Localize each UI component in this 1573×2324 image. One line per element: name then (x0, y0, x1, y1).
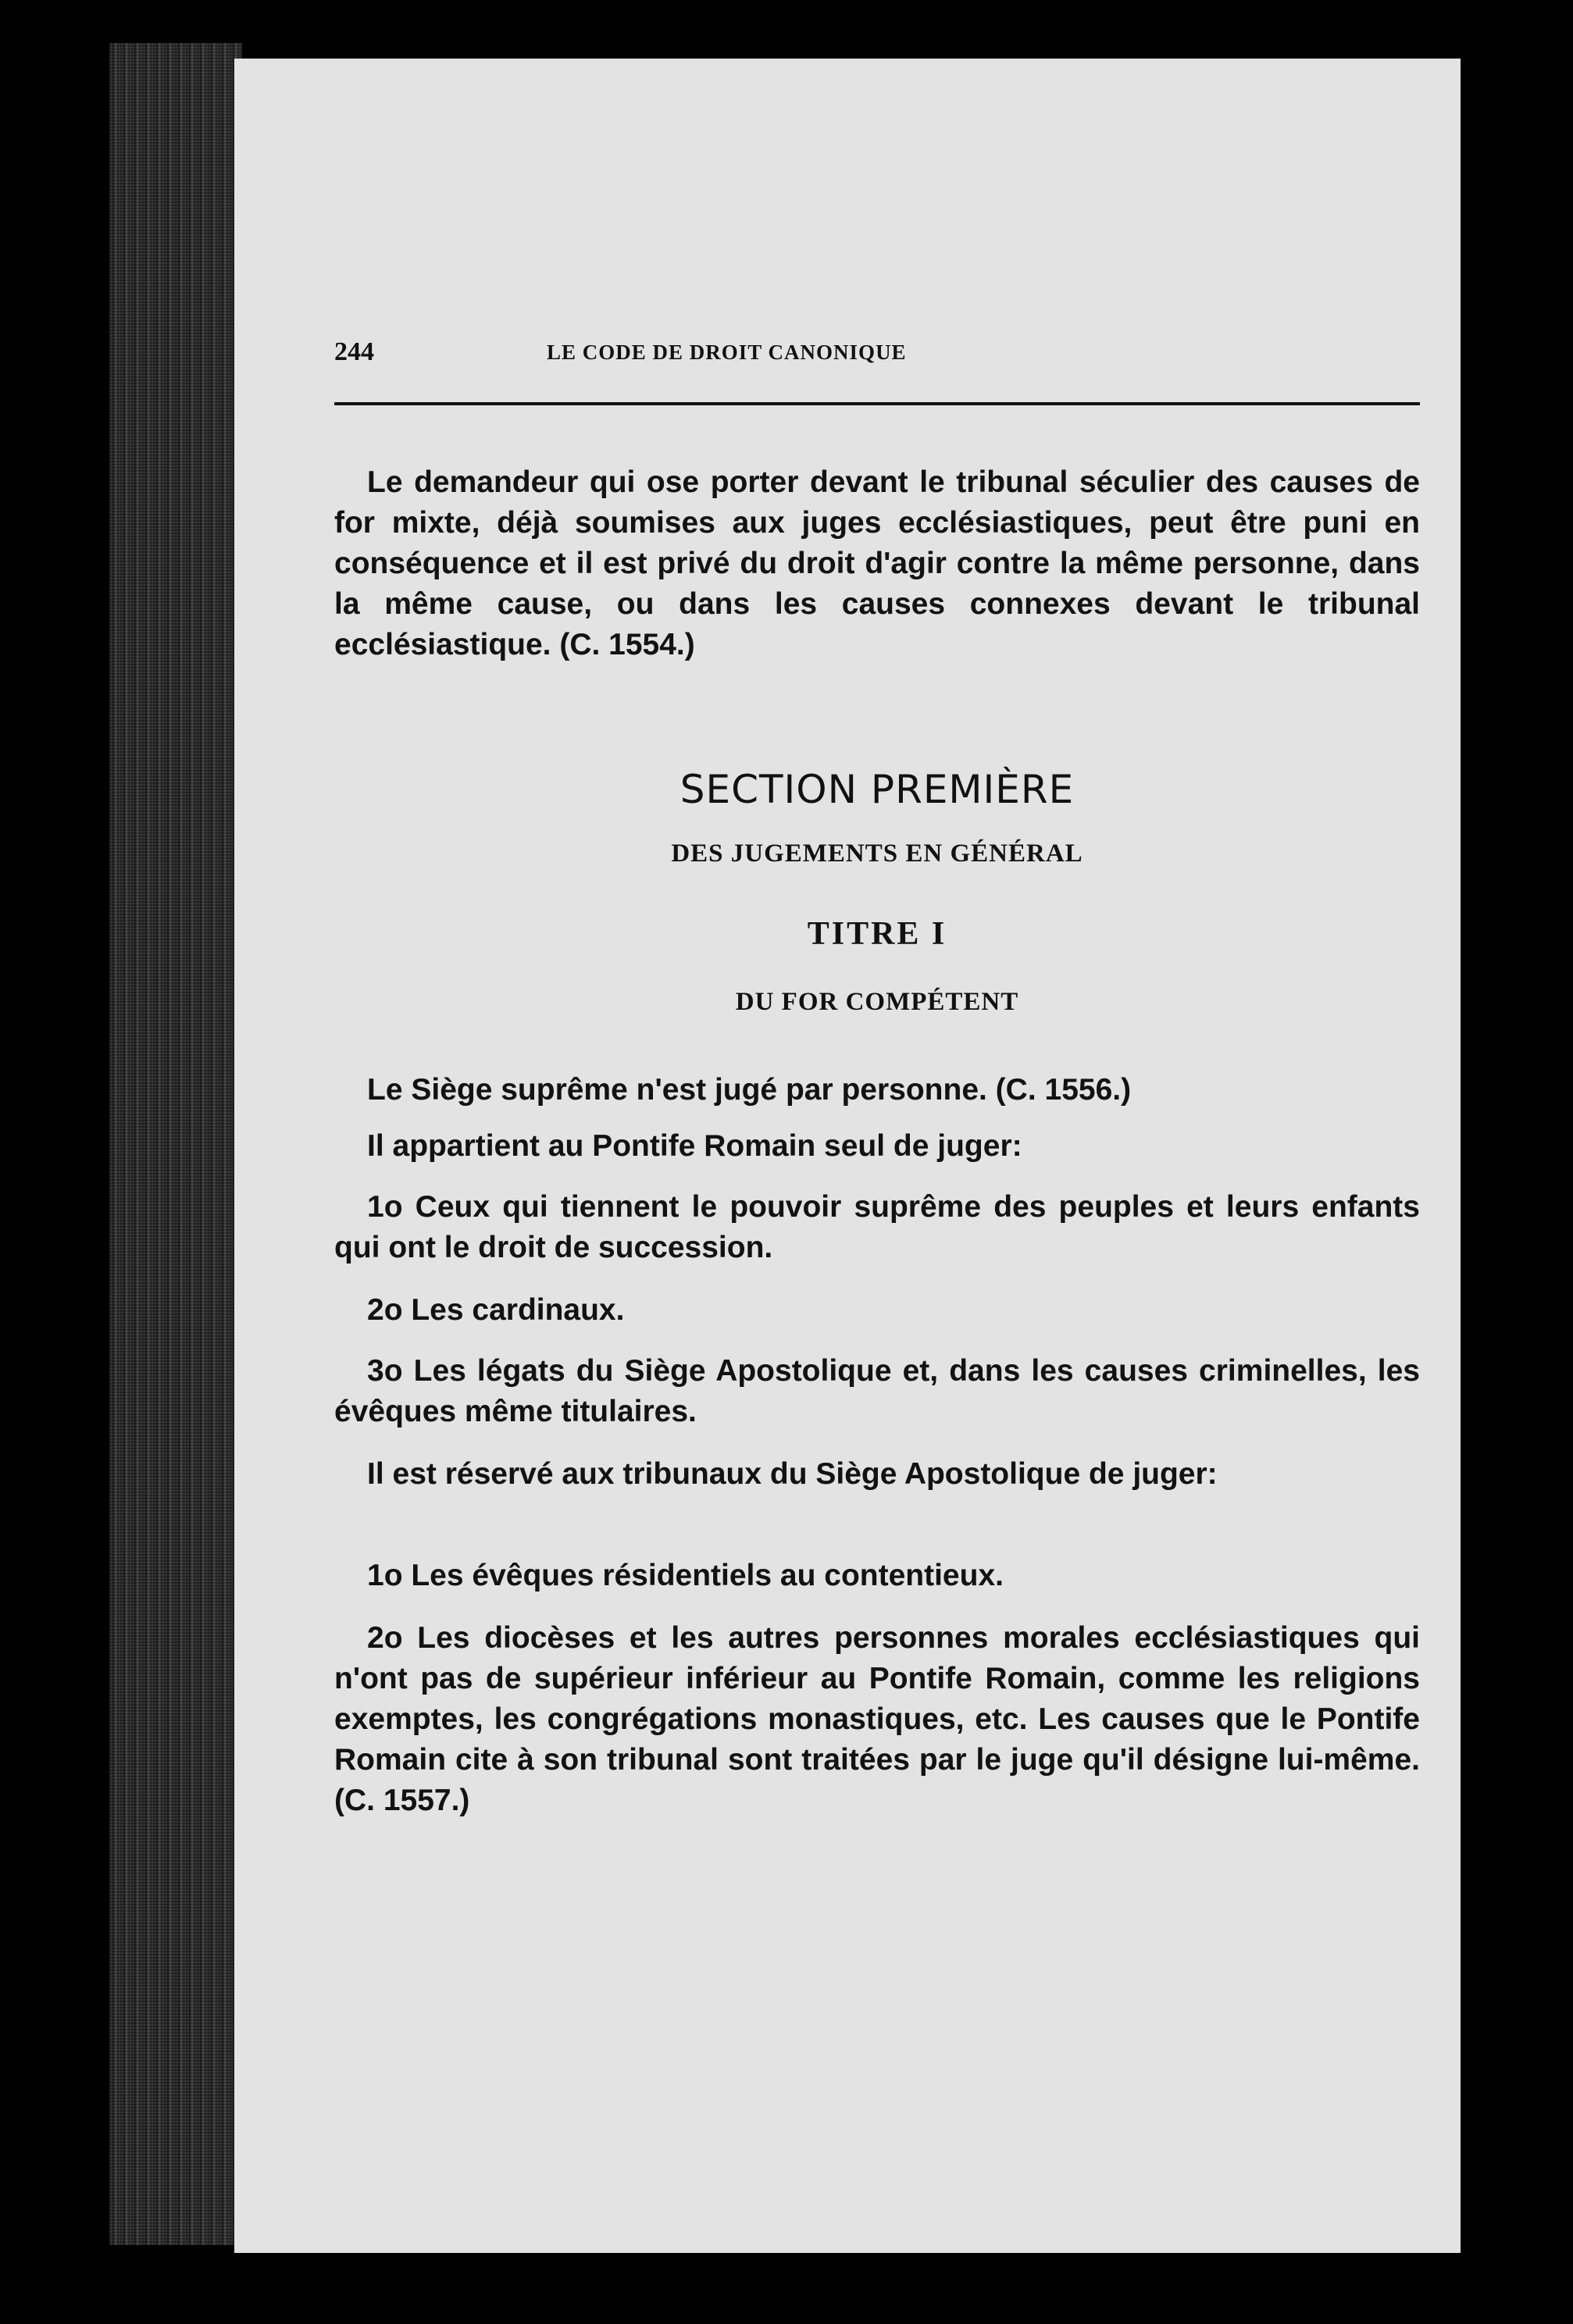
paragraph: Il est réservé aux tribunaux du Siège Apostolique de juger: (367, 1457, 1218, 1491)
section-subtitle: DES JUGEMENTS EN GÉNÉRAL (671, 839, 1083, 868)
section-title: SECTION PREMIÈRE (679, 767, 1075, 812)
paragraph: 1o Les évêques résidentiels au contentieux. (367, 1559, 1004, 1592)
paragraph: 3o Les légats du Siège Apostolique et, dans les causes criminelles, les évêques même titulaires. (334, 1354, 1420, 1428)
page-number: 244 (334, 337, 374, 366)
titre-subtitle: DU FOR COMPÉTENT (735, 988, 1019, 1016)
paragraph: Il appartient au Pontife Romain seul de juger: (367, 1129, 1022, 1163)
titre-title: TITRE I (807, 916, 947, 952)
paragraph: Le Siège suprême n'est jugé par personne. (C. 1556.) (367, 1073, 1132, 1107)
paragraph: 1o Ceux qui tiennent le pouvoir suprême des peuples et leurs enfants qui ont le droit de succession. (334, 1190, 1420, 1264)
paragraph: 2o Les cardinaux. (367, 1293, 625, 1327)
header-rule (334, 402, 1420, 405)
page-header (334, 337, 1420, 376)
paragraph: 2o Les diocèses et les autres personnes morales ecclésiastiques qui n'ont pas de supérieur inférieur au Pontife Romain, comme les religions exemptes, les congrégations monastiques, etc. Les causes que le Pontife Romain cite à son tribunal sont traitées par le juge qu'il désigne lui-même. (C. 1557.) (334, 1621, 1420, 1817)
book-binding-edge (109, 43, 242, 2245)
opening-paragraph: Le demandeur qui ose porter devant le tribunal séculier des causes de for mixte, déjà soumises aux juges ecclésiastiques, peut être puni en conséquence et il est privé du droit d'agir contre la même personne, dans la même cause, ou dans les causes connexes devant le tribunal ecclésiastique. (C. 1554.) (334, 465, 1420, 661)
running-head: LE CODE DE DROIT CANONIQUE (547, 340, 907, 364)
